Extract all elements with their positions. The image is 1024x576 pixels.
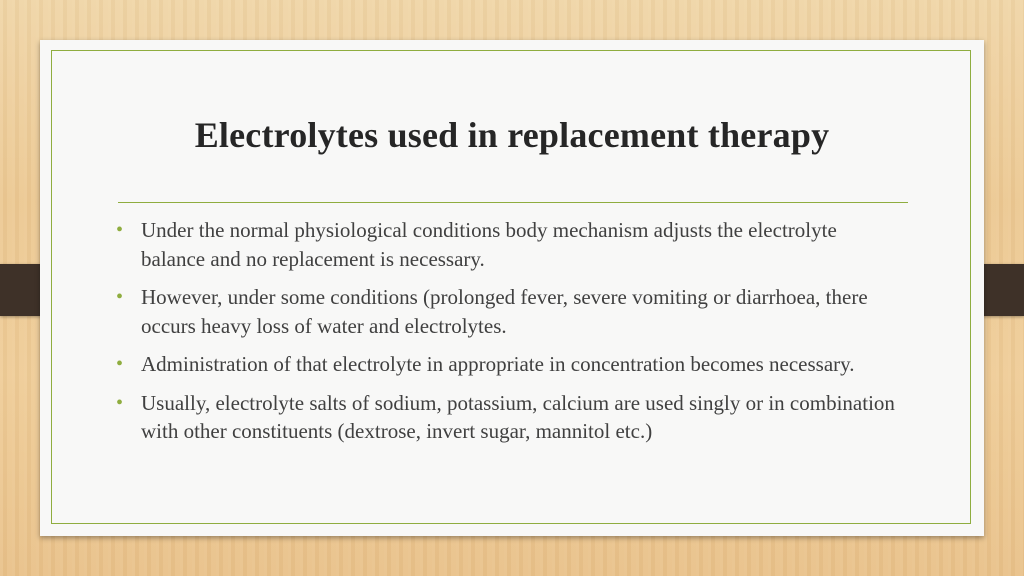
bullet-dot-icon: • [116, 219, 124, 241]
bullet-dot-icon: • [116, 353, 124, 375]
bullet-text: Administration of that electrolyte in appropriate in concentration becomes necessary. [141, 352, 855, 376]
bullet-list [116, 216, 906, 456]
slide-title: Electrolytes used in replacement therapy [194, 115, 830, 155]
title-divider [118, 202, 908, 203]
bullet-item [116, 350, 906, 379]
bullet-item [116, 389, 906, 446]
slide [40, 40, 984, 536]
bullet-item [116, 283, 906, 340]
bullet-dot-icon: • [116, 286, 124, 308]
bullet-dot-icon: • [116, 391, 124, 414]
bullet-text: However, under some conditions (prolonged fever, severe vomiting or diarrhoea, there occurs heavy loss of water and electrolytes. [141, 285, 868, 338]
bullet-text: Usually, electrolyte salts of sodium, potassium, calcium are used singly or in combination with other constituents (dextrose, invert sugar, mannitol etc.) [141, 390, 895, 443]
bullet-item [116, 216, 906, 273]
bullet-text: Under the normal physiological conditions body mechanism adjusts the electrolyte balance and no replacement is necessary. [141, 218, 837, 271]
